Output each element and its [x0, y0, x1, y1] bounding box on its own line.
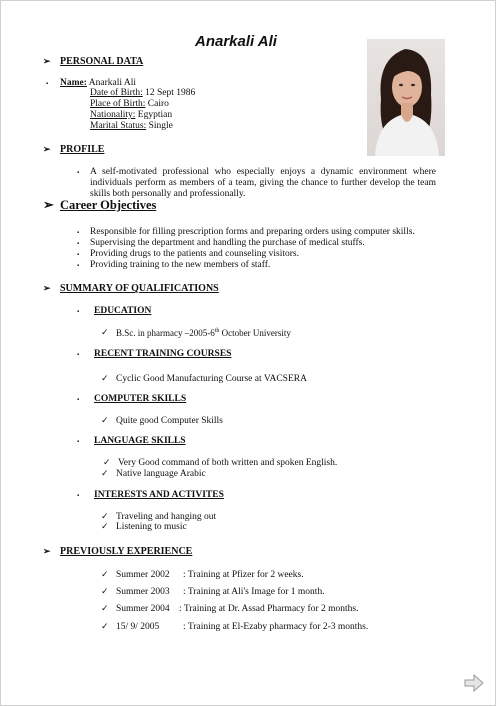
education-degree: B.Sc. in pharmacy –2005-6 [116, 328, 215, 338]
marital-row [90, 121, 173, 131]
profile-photo [367, 39, 445, 156]
page-title: Anarkali Ali [195, 33, 277, 50]
experience-desc: : Training at Pfizer for 2 weeks. [183, 570, 304, 580]
nationality-row [90, 110, 172, 120]
next-arrow-icon[interactable] [463, 674, 485, 692]
section-title-experience: PREVIOUSLY EXPERIENCE [60, 546, 193, 557]
language-item: Very Good command of both written and spoken English. [118, 458, 338, 468]
education-university: October University [219, 328, 291, 338]
bullet-icon: ▪ [77, 263, 80, 269]
check-icon: ✓ [101, 415, 109, 425]
check-icon: ✓ [101, 521, 109, 531]
bullet-icon: ▪ [77, 439, 80, 445]
experience-date: Summer 2003 [116, 587, 170, 597]
arrow-icon: ➢ [43, 283, 51, 293]
subsection-title-computer: COMPUTER SKILLS [94, 394, 187, 404]
dob-row [90, 88, 195, 98]
bullet-icon: ▪ [77, 252, 80, 258]
experience-date: Summer 2002 [116, 570, 170, 580]
check-icon: ✓ [101, 603, 109, 613]
marital-value: Single [148, 121, 173, 131]
pob-label: Place of Birth: [90, 99, 146, 109]
nationality-value: Egyptian [137, 110, 173, 120]
check-icon: ✓ [101, 569, 109, 579]
name-label: Name: [60, 78, 87, 88]
bullet-icon: ▪ [77, 309, 80, 315]
bullet-icon: ▪ [77, 170, 80, 176]
check-icon: ✓ [101, 468, 109, 478]
section-title-career: Career Objectives [60, 198, 157, 212]
dob-value: 12 Sept 1986 [145, 88, 196, 98]
arrow-icon: ➢ [43, 144, 51, 154]
language-item: Native language Arabic [116, 469, 206, 479]
list-item: Supervising the department and handling the purchase of medical stuffs. [90, 238, 365, 248]
check-icon: ✓ [101, 621, 109, 631]
computer-item: Quite good Computer Skills [116, 416, 223, 426]
bullet-icon: ▪ [77, 241, 80, 247]
interest-item: Listening to music [116, 522, 187, 532]
education-suffix: th [214, 328, 220, 334]
arrow-icon: ➢ [43, 546, 51, 556]
nationality-label: Nationality: [90, 110, 136, 120]
education-item [116, 328, 291, 338]
pob-row [90, 99, 169, 109]
check-icon: ✓ [101, 327, 109, 337]
experience-desc: : Training at Dr. Assad Pharmacy for 2 months. [179, 604, 359, 614]
experience-desc: : Training at El-Ezaby pharmacy for 2-3 months. [183, 622, 369, 632]
name-value: Anarkali Ali [88, 78, 136, 88]
subsection-title-education: EDUCATION [94, 306, 152, 316]
interest-item: Traveling and hanging out [116, 512, 217, 522]
subsection-title-training: RECENT TRAINING COURSES [94, 349, 232, 359]
subsection-title-interests: INTERESTS AND ACTIVITES [94, 490, 224, 500]
check-icon: ✓ [101, 373, 109, 383]
subsection-title-language: LANGUAGE SKILLS [94, 436, 186, 446]
section-title-profile: PROFILE [60, 144, 105, 155]
list-item: Providing training to the new members of staff. [90, 260, 271, 270]
training-item: Cyclic Good Manufacturing Course at VACSERA [116, 374, 307, 384]
bullet-icon: ▪ [77, 397, 80, 403]
list-item: Providing drugs to the patients and counseling visitors. [90, 249, 299, 259]
dob-label: Date of Birth: [90, 88, 143, 98]
arrow-icon: ➢ [43, 197, 54, 212]
bullet-icon: ▪ [77, 230, 80, 236]
section-title-personal: PERSONAL DATA [60, 56, 144, 67]
check-icon: ✓ [101, 511, 109, 521]
pob-value: Cairo [147, 99, 169, 109]
experience-date: 15/ 9/ 2005 [116, 622, 160, 632]
profile-text: A self-motivated professional who especially enjoys a dynamic environment where individuals perform as members of a team, giving the chance to further develop the team skills both personally and professionally. [90, 167, 436, 199]
name-row [60, 78, 136, 88]
arrow-icon: ➢ [43, 56, 51, 66]
bullet-icon: ▪ [77, 493, 80, 499]
bullet-icon: ▪ [46, 81, 49, 87]
section-title-summary: SUMMARY OF QUALIFICATIONS [60, 283, 219, 294]
list-item: Responsible for filling prescription forms and preparing orders using computer skills. [90, 227, 415, 237]
experience-desc: : Training at Ali's Image for 1 month. [183, 587, 325, 597]
experience-date: Summer 2004 [116, 604, 170, 614]
check-icon: ✓ [103, 457, 111, 467]
check-icon: ✓ [101, 586, 109, 596]
marital-label: Marital Status: [90, 121, 147, 131]
bullet-icon: ▪ [77, 352, 80, 358]
